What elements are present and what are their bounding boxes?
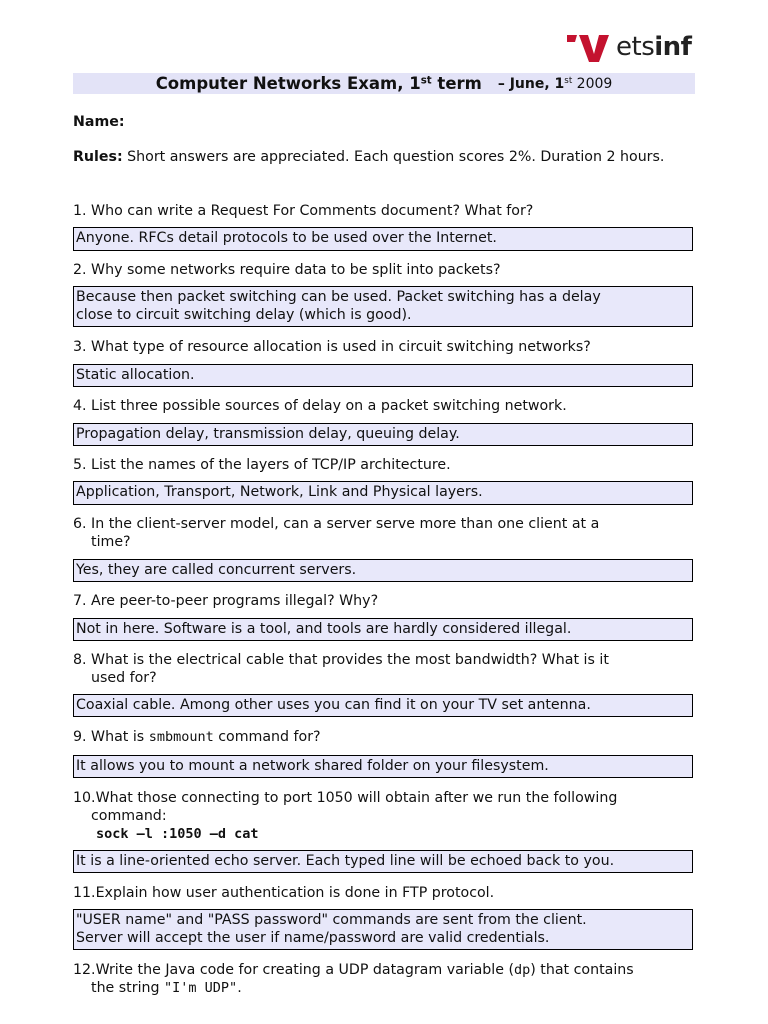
question-10: 10.What those connecting to port 1050 will obtain after we run the following command: sock –l :1050 –d cat bbox=[73, 790, 618, 842]
question-7: 7. Are peer-to-peer programs illegal? Why? bbox=[73, 593, 379, 609]
question-9: 9. What is smbmount command for? bbox=[73, 729, 321, 745]
exam-title: Computer Networks Exam, 1st term bbox=[155, 74, 482, 93]
question-6: 6. In the client-server model, can a server serve more than one client at a time? bbox=[73, 516, 600, 550]
etsinf-logo-mark-icon bbox=[566, 32, 610, 62]
dp-code: dp bbox=[514, 962, 531, 978]
answer-4: Propagation delay, transmission delay, queuing delay. bbox=[73, 423, 693, 446]
question-4: 4. List three possible sources of delay on a packet switching network. bbox=[73, 398, 567, 414]
question-1: 1. Who can write a Request For Comments document? What for? bbox=[73, 203, 534, 219]
name-field-label: Name: bbox=[73, 114, 125, 130]
answer-11: "USER name" and "PASS password" commands are sent from the client. Server will accept the user if name/password are valid credentials. bbox=[73, 909, 693, 950]
question-2: 2. Why some networks require data to be split into packets? bbox=[73, 262, 501, 278]
question-5: 5. List the names of the layers of TCP/IP architecture. bbox=[73, 457, 451, 473]
answer-3: Static allocation. bbox=[73, 364, 693, 387]
answer-9: It allows you to mount a network shared folder on your filesystem. bbox=[73, 755, 693, 778]
answer-8: Coaxial cable. Among other uses you can find it on your TV set antenna. bbox=[73, 694, 693, 717]
exam-date: – June, 1st 2009 bbox=[497, 75, 613, 92]
question-8: 8. What is the electrical cable that provides the most bandwidth? What is it used for? bbox=[73, 652, 609, 686]
question-11: 11.Explain how user authentication is done in FTP protocol. bbox=[73, 885, 495, 901]
answer-1: Anyone. RFCs detail protocols to be used over the Internet. bbox=[73, 227, 693, 251]
rules-paragraph: Rules: Short answers are appreciated. Each question scores 2%. Duration 2 hours. bbox=[73, 149, 665, 165]
logo-text: etsinf bbox=[616, 32, 692, 62]
answer-2: Because then packet switching can be used. Packet switching has a delay close to circuit switching delay (which is good). bbox=[73, 286, 693, 327]
etsinf-logo bbox=[566, 30, 691, 64]
question-12: 12.Write the Java code for creating a UDP datagram variable (dp) that contains the string "I'm UDP". bbox=[73, 962, 634, 996]
answer-10: It is a line-oriented echo server. Each typed line will be echoed back to you. bbox=[73, 850, 693, 873]
answer-7: Not in here. Software is a tool, and tools are hardly considered illegal. bbox=[73, 618, 693, 641]
question-3: 3. What type of resource allocation is used in circuit switching networks? bbox=[73, 339, 591, 355]
udp-string-code: "I'm UDP" bbox=[164, 980, 238, 996]
sock-command-code: sock –l :1050 –d cat bbox=[96, 826, 259, 842]
answer-5: Application, Transport, Network, Link and Physical layers. bbox=[73, 481, 693, 505]
smbmount-code: smbmount bbox=[148, 729, 214, 745]
exam-title-bar bbox=[73, 73, 695, 94]
answer-6: Yes, they are called concurrent servers. bbox=[73, 559, 693, 582]
